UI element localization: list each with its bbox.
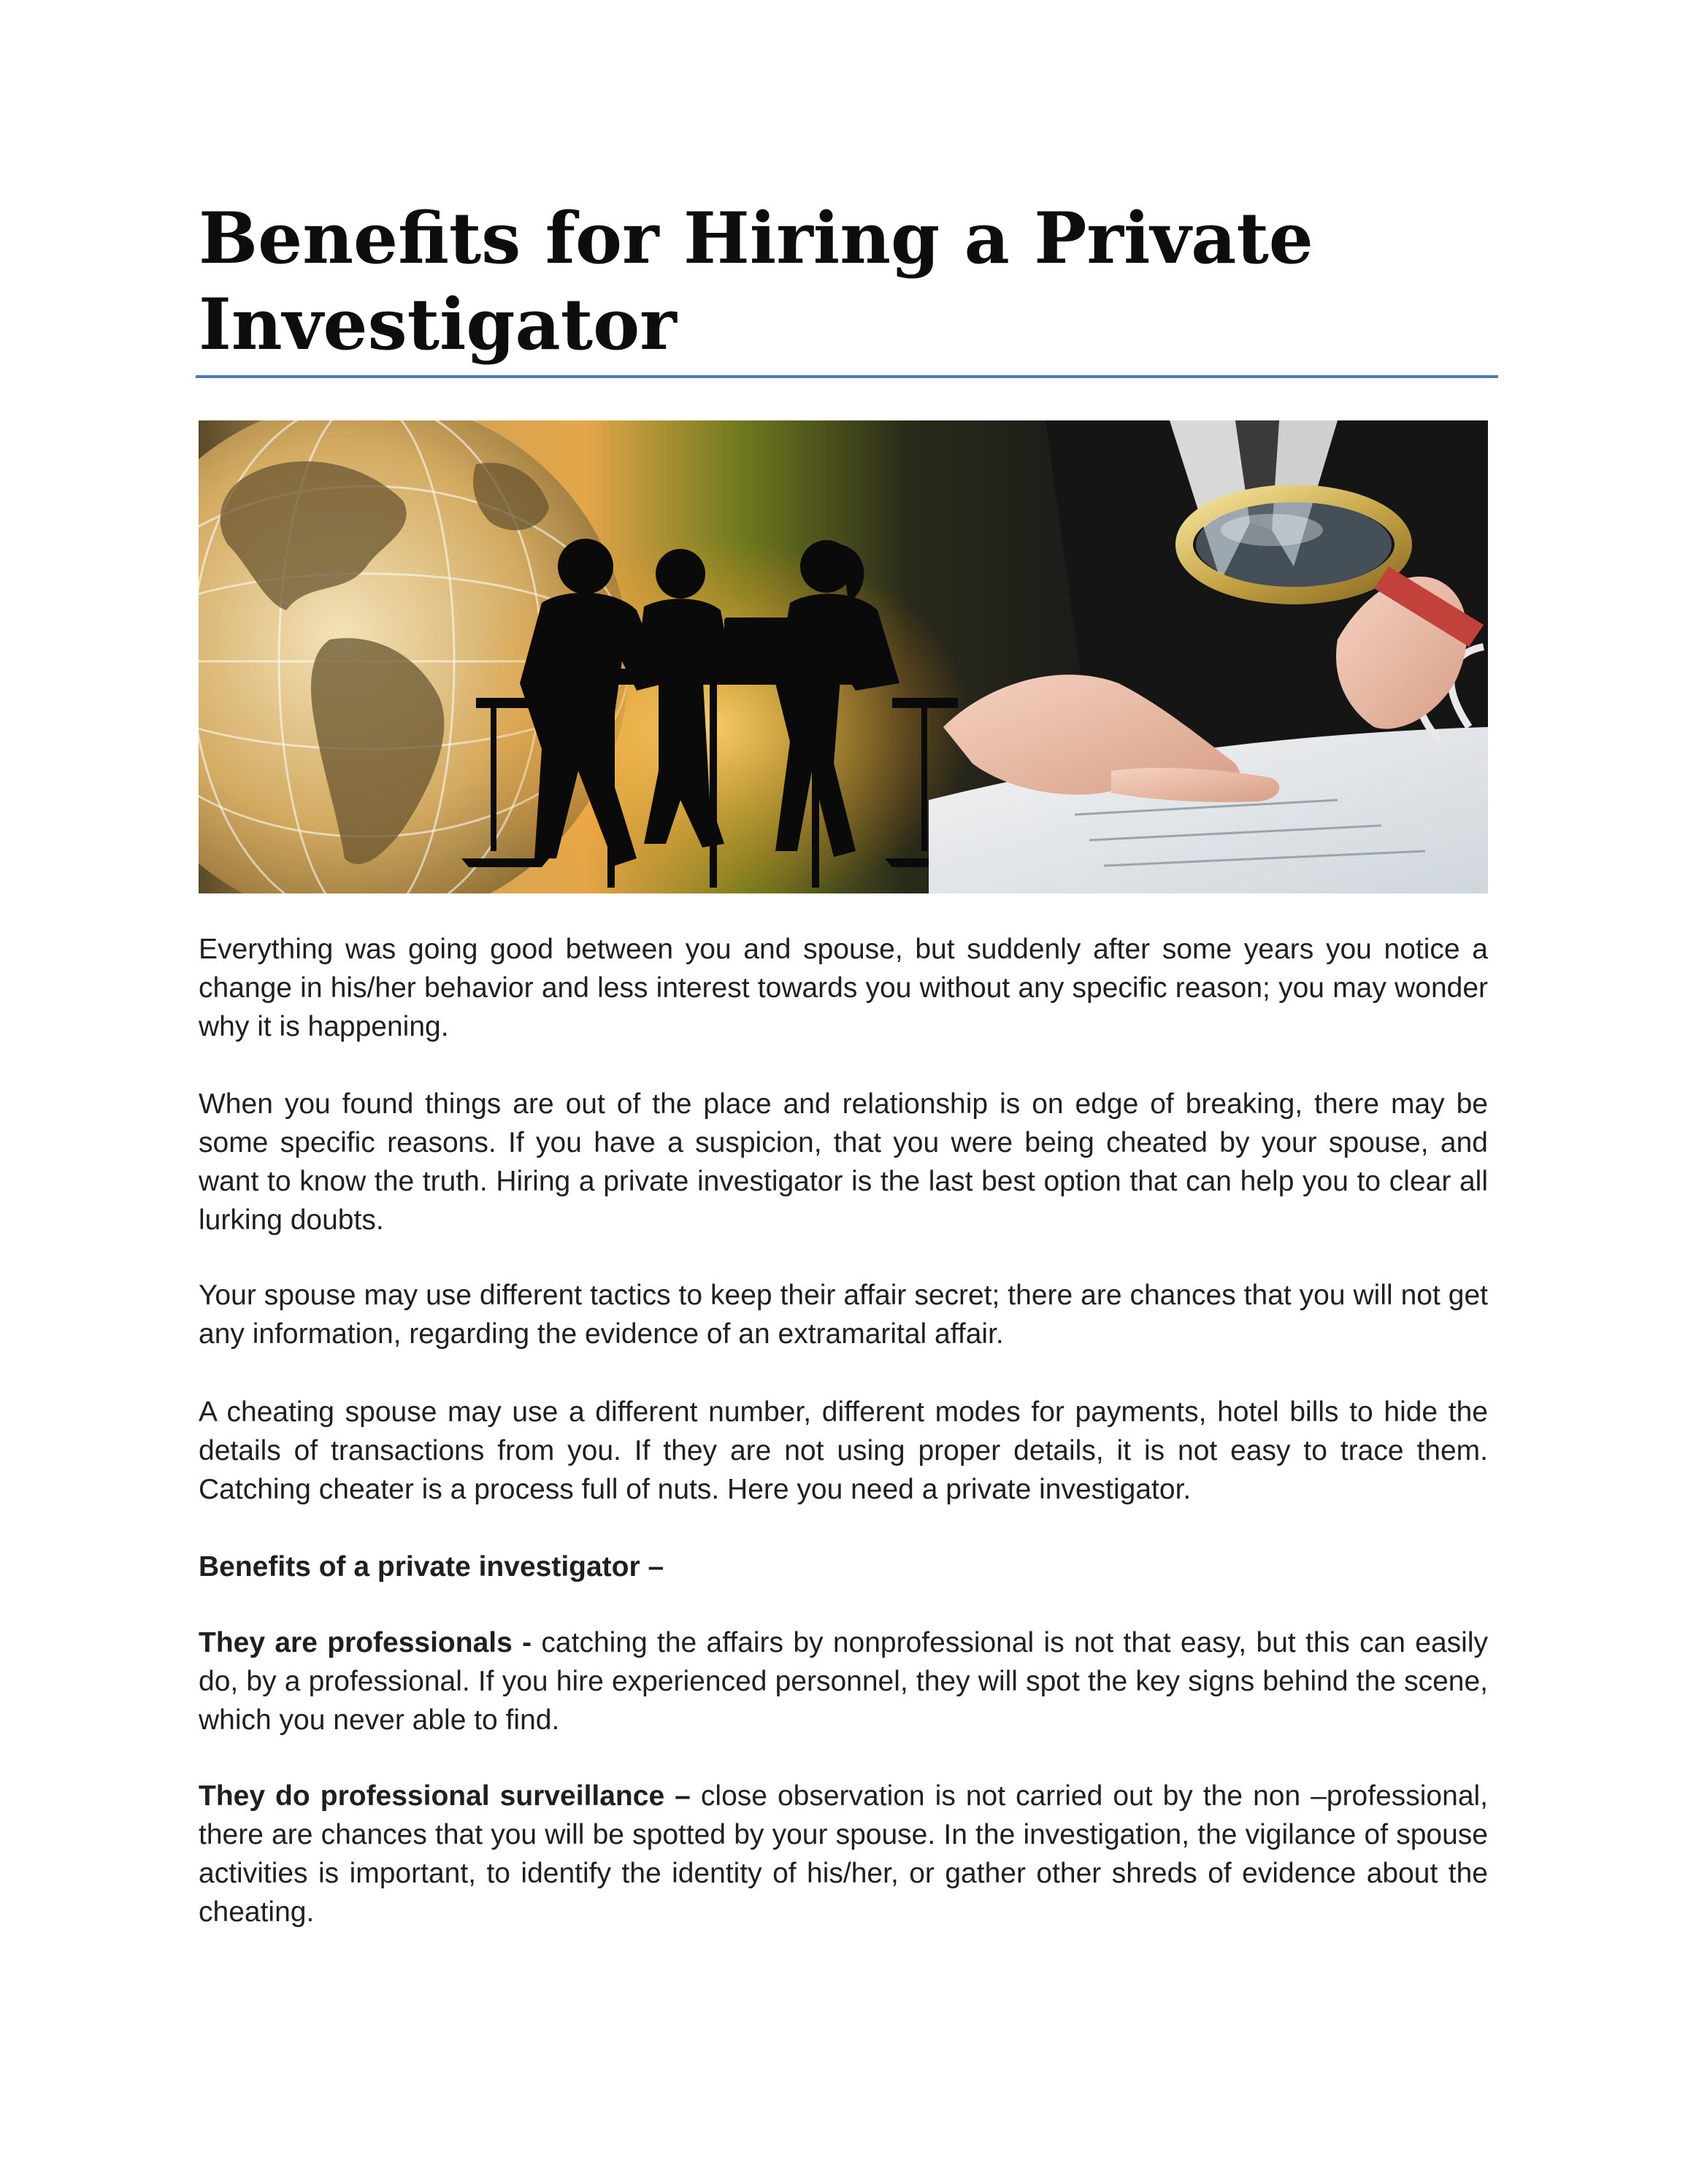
investigation-hero-image [199,420,1488,893]
benefit-surveillance-text: close observation is not carried out by the non –professional, there are chances that you will be spotted by your spouse. In the investigation, the vigilance of spouse activities is important, to identify the identity of his/her, or gather other shreds of evidence about the cheating. [199,1780,1489,1928]
paragraph-suspicion: When you found things are out of the place and relationship is on edge of breaking, there may be some specific reasons. If you have a suspicion, that you were being cheated by your spouse, and want to know the truth. Hiring a private investigator is the last best option that can help you to clear all lurking doubts. [199,1088,1488,1236]
benefit-surveillance [199,1777,1488,1931]
paragraph-cheating-details: A cheating spouse may use a different number, different modes for payments, hotel bills to hide the details of transactions from you. If they are not using proper details, it is not easy to trace them. Catching cheater is a process full of nuts. Here you need a private investigator. [199,1396,1488,1505]
paragraph-intro: Everything was going good between you and spouse, but suddenly after some years you notice a change in his/her behavior and less interest towards you without any specific reason; you may wonder why it is happening. [199,934,1488,1042]
page-title: Benefits for Hiring a Private Investigator [199,197,1313,366]
title-underline [196,375,1498,378]
benefit-professionals-lead: They are professionals - [199,1627,532,1658]
benefit-professionals [199,1623,1488,1739]
benefits-heading: Benefits of a private investigator – [199,1551,664,1583]
benefit-professionals-text: catching the affairs by nonprofessional is not that easy, but this can easily do, by a professional. If you hire experienced personnel, they will spot the key signs behind the scene, which you never able to find. [199,1627,1488,1736]
benefit-surveillance-lead: They do professional surveillance – [199,1780,691,1812]
paragraph-tactics: Your spouse may use different tactics to keep their affair secret; there are chances that you will not get any information, regarding the evidence of an extramarital affair. [199,1280,1488,1350]
